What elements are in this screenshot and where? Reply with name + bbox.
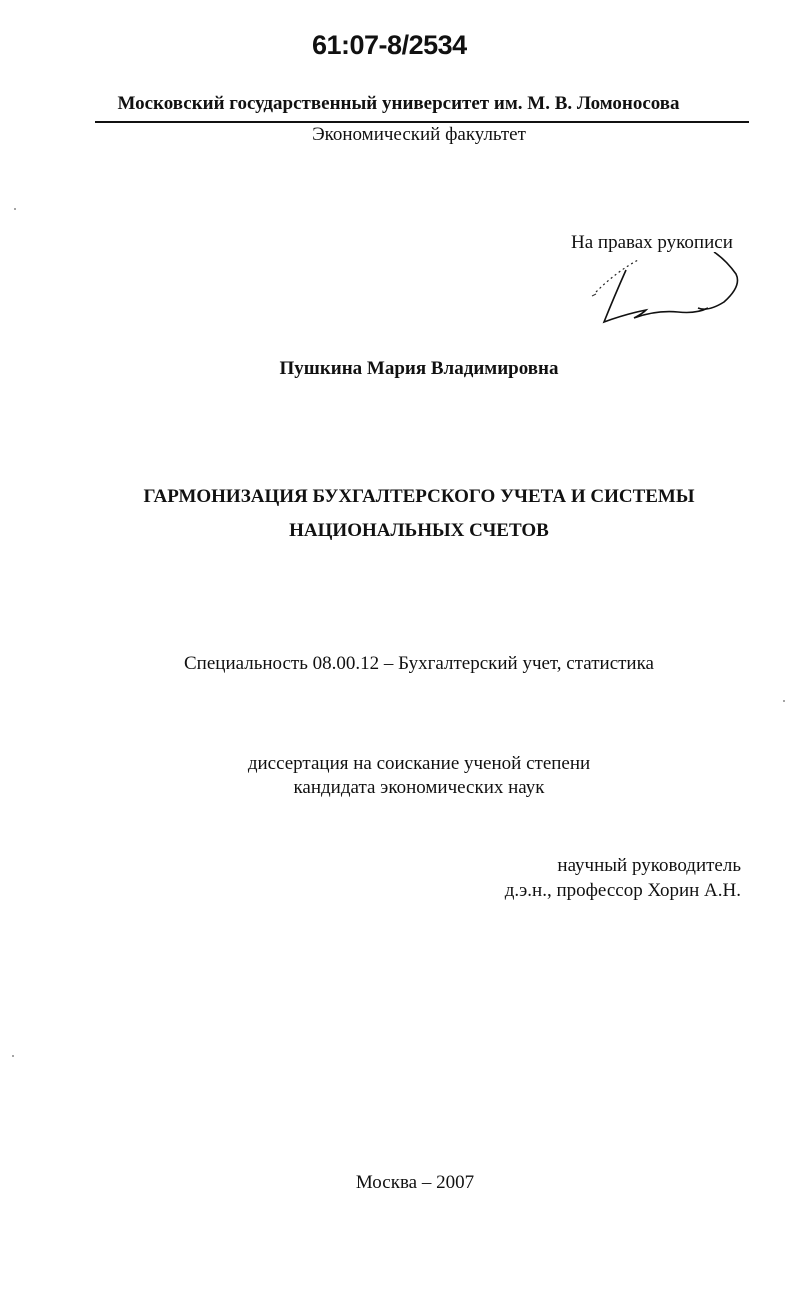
header-divider (95, 121, 749, 123)
title-line: НАЦИОНАЛЬНЫХ СЧЕТОВ (289, 520, 549, 541)
degree-line: кандидата экономических наук (293, 777, 545, 798)
faculty-name: Экономический факультет (312, 124, 526, 145)
scan-speck (14, 208, 16, 210)
signature-image (586, 252, 746, 332)
specialty: Специальность 08.00.12 – Бухгалтерский учет, статистика (184, 653, 654, 674)
dissertation-title (0, 480, 797, 548)
supervisor (505, 853, 741, 903)
degree-statement (0, 752, 797, 800)
catalog-code: 61:07-8/2534 (312, 30, 467, 60)
title-line: ГАРМОНИЗАЦИЯ БУХГАЛТЕРСКОГО УЧЕТА И СИСТЕМЫ (143, 486, 695, 507)
scan-speck (12, 1055, 14, 1057)
supervisor-line: научный руководитель (557, 855, 741, 876)
degree-line: диссертация на соискание ученой степени (247, 753, 591, 774)
university-name: Московский государственный университет им. М. В. Ломоносова (117, 93, 680, 114)
manuscript-note: На правах рукописи (571, 232, 733, 253)
supervisor-line: д.э.н., профессор Хорин А.Н. (504, 880, 741, 901)
scan-speck (783, 700, 785, 702)
city-year: Москва – 2007 (355, 1172, 475, 1193)
author-name: Пушкина Мария Владимировна (279, 358, 559, 379)
